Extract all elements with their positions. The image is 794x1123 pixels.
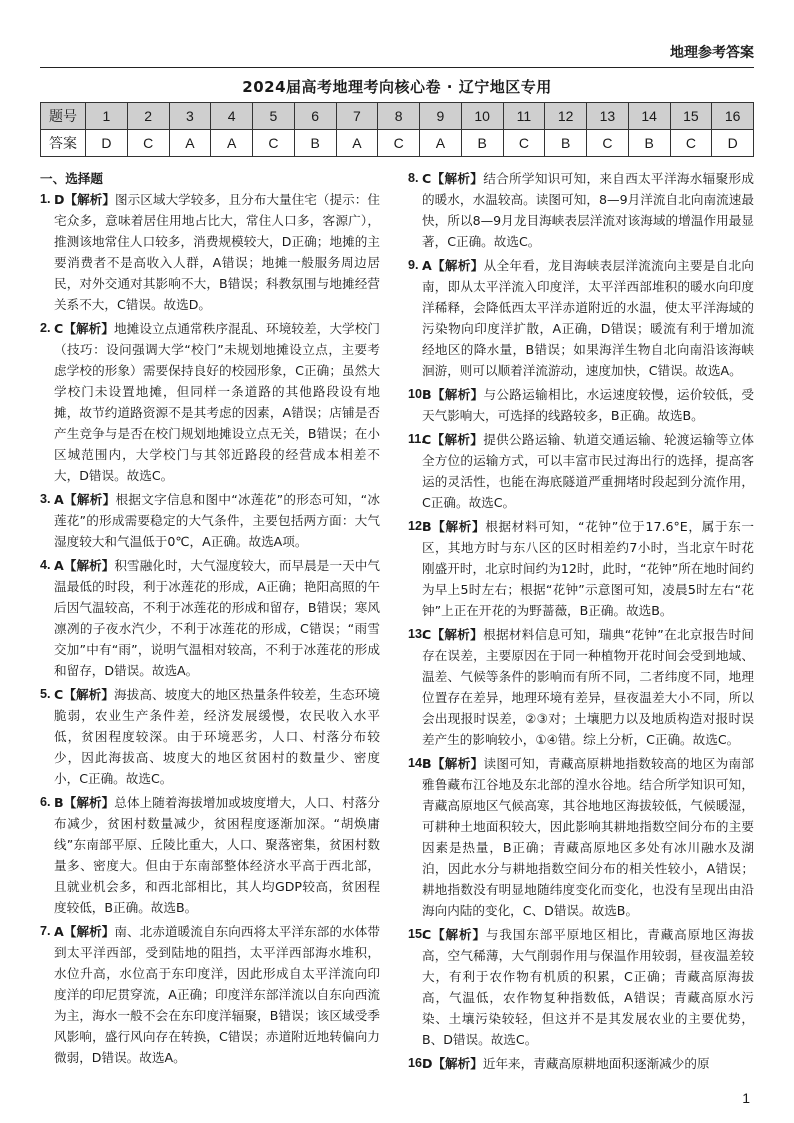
- answer-item: [40, 684, 380, 789]
- item-answer: B【解析】: [54, 795, 115, 810]
- question-number-cell: 6: [294, 103, 336, 130]
- question-number-cell: 7: [336, 103, 378, 130]
- answer-cell: C: [253, 130, 295, 157]
- question-number-cell: 11: [503, 103, 545, 130]
- item-answer: C【解析】: [422, 432, 484, 447]
- item-answer: A【解析】: [54, 492, 116, 507]
- item-explanation: 积雪融化时，大气湿度较大，而早晨是一天中气温最低的时段，利于冰莲花的形成，A正确；艳阳高照的午后因气温较高，不利于冰莲花的形成和留存，B错误；寒风凛冽的子夜水汽少，不利于冰莲花的形成，C错误；“雨雪交加”中有“雨”，说明气温相对较高，不利于冰莲花的形成和留存，D错误。故选A。: [54, 558, 381, 678]
- item-explanation: 图示区域大学较多，且分布大量住宅（提示：住宅众多，意味着居住用地占比大，常住人口多，客源广），推测该地常住人口较多，消费规模较大，D正确；地摊的主要消费者不是高收入人群，A错误；地摊一般服务周边居民，对外交通对其影响不大，B错误；科教氛围与地摊经营关系不大，C错误。故选D。: [54, 192, 380, 312]
- item-number: 1.: [40, 192, 51, 206]
- item-explanation: 与我国东部平原地区相比，青藏高原地区海拔高，空气稀薄，大气削弱作用与保温作用较弱，昼夜温差较大，有利于农作物有机质的积累，C正确；青藏高原海拔高，气温低，农作物复种指数低，A错误；青藏高原水污染、土壤污染较轻，但这并不是其发展农业的主要优势，B、D错误。故选C。: [422, 927, 754, 1047]
- answer-item: [40, 921, 380, 1068]
- question-number-cell: 15: [670, 103, 712, 130]
- answer-label: 答案: [41, 130, 86, 157]
- question-number-cell: 12: [545, 103, 587, 130]
- item-explanation: 南、北赤道暖流自东向西将太平洋东部的水体带到太平洋西部，受到陆地的阻挡，太平洋西部海水堆积，水位升高，水位高于东印度洋，因此形成自太平洋流向印度洋的印尼贯穿流，A正确；印度洋东部洋流以自东向西流为主，海水一般不会在东印度洋辐聚，B错误；该区域受季风影响，盛行风向存在转换，C错误；赤道附近地转偏向力微弱，D错误。故选A。: [54, 924, 381, 1065]
- answer-cell: B: [461, 130, 503, 157]
- answer-item: [40, 792, 380, 918]
- item-answer: C【解析】: [422, 171, 484, 186]
- answer-cell: C: [503, 130, 545, 157]
- answer-cell: D: [86, 130, 128, 157]
- page-number: 1: [742, 1090, 750, 1106]
- answer-item: [40, 189, 380, 315]
- question-number-cell: 3: [169, 103, 211, 130]
- item-number: 12.: [408, 519, 426, 533]
- item-explanation: 根据材料信息可知，瑞典“花钟”在北京报告时间存在误差，主要原因在于同一种植物开花时间会受到地域、温差、气候等条件的影响而有所不同，二者纬度不同，地理位置存在差异，地理环境有差异，昼夜温差大小不同，所以会出现报时误差，②③对；土壤肥力以及地质构造对报时误差产生的影响较小，①④错。综上分析，C正确。故选C。: [422, 627, 754, 747]
- item-number: 8.: [408, 171, 419, 185]
- answer-item: [408, 255, 754, 381]
- item-explanation: 近年来，青藏高原耕地面积逐渐减少的原: [482, 1056, 710, 1071]
- item-number: 15.: [408, 927, 426, 941]
- page-title: 2024届高考地理考向核心卷 · 辽宁地区专用: [242, 78, 552, 96]
- answer-item: [408, 1053, 754, 1074]
- item-explanation: 总体上随着海拔增加或坡度增大，人口、村落分布减少，贫困村数量减少，贫困程度逐渐加深。“胡焕庸线”东南部平原、丘陵比重大，人口、聚落密集，贫困村数量多、密度大。但由于东南部整体经济水平高于西北部，且就业机会多，和西北部相比，其人均GDP较高，贫困程度较低，B正确。故选B。: [54, 795, 381, 915]
- answer-item: [408, 516, 754, 621]
- question-number-cell: 2: [127, 103, 169, 130]
- item-number: 10.: [408, 387, 426, 401]
- question-number-row: [41, 103, 754, 130]
- question-number-cell: 14: [628, 103, 670, 130]
- item-answer: D【解析】: [54, 192, 115, 207]
- item-explanation: 地摊设立点通常秩序混乱、环境较差，大学校门（技巧：设问强调大学“校门”未规划地摊设立点，主要考虑学校的形象）需要保持良好的校园形象，C正确；虽然大学校门未设置地摊，但同样一条道路的其他路段设有地摊，故节约道路资源不是其考虑的因素，A错误；店铺是否产生竞争与是否在校门规划地摊设立点无关，B错误；在小区城范围内，大学校门与其邻近路段的经营成本相差不大，D错误。故选C。: [54, 321, 380, 483]
- answer-item: [408, 168, 754, 252]
- section-heading: 一、选择题: [40, 171, 103, 186]
- item-explanation: 提供公路运输、轨道交通运输、轮渡运输等立体全方位的运输方式，可以丰富市民过海出行的选择，提高客运的灵活性，也能在海底隧道严重拥堵时段起到分流作用，C正确。故选C。: [422, 432, 754, 510]
- item-answer: B【解析】: [422, 387, 484, 402]
- answer-cell: D: [712, 130, 754, 157]
- header-rule: [40, 67, 754, 68]
- answer-cell: B: [628, 130, 670, 157]
- item-answer: C【解析】: [54, 321, 114, 336]
- answer-cell: C: [378, 130, 420, 157]
- item-explanation: 从全年看，龙目海峡表层洋流流向主要是自北向南，即从太平洋流入印度洋，太平洋西部堆积的暖水向印度洋稀释，会降低西太平洋赤道附近的水温，使太平洋海域的污染物向印度洋扩散，A正确，D错误；暖流有利于增加流经地区的降水量，B错误；如果海洋生物自北向南沿该海峡洄游，则可以顺着洋流游动，速度加快，C错误。故选A。: [422, 258, 755, 378]
- question-number-cell: 5: [253, 103, 295, 130]
- item-answer: C【解析】: [422, 927, 486, 942]
- answer-cell: A: [336, 130, 378, 157]
- answer-item: [408, 624, 754, 750]
- answer-cell: A: [211, 130, 253, 157]
- answer-cell: A: [169, 130, 211, 157]
- item-number: 9.: [408, 258, 419, 272]
- answer-table: [40, 102, 754, 157]
- item-number: 3.: [40, 492, 51, 506]
- item-explanation: 海拔高、坡度大的地区热量条件较差，生态环境脆弱，农业生产条件差，经济发展缓慢，农民收入水平低，贫困程度较深。由于环境恶劣，人口、村落分布较少，因此海拔高、坡度大的地区贫困村的数量少、密度小，C正确。故选C。: [54, 687, 380, 786]
- item-answer: A【解析】: [54, 558, 115, 573]
- right-column: [408, 168, 754, 1077]
- item-answer: A【解析】: [54, 924, 115, 939]
- item-number: 7.: [40, 924, 51, 938]
- question-number-cell: 13: [587, 103, 629, 130]
- answer-cell: C: [127, 130, 169, 157]
- item-number: 16.: [408, 1056, 426, 1070]
- item-number: 2.: [40, 321, 51, 335]
- item-number: 13.: [408, 627, 426, 641]
- question-number-cell: 10: [461, 103, 503, 130]
- item-explanation: 结合所学知识可知，来自西太平洋海水辐聚形成的暖水，水温较高。读图可知，8—9月洋流自北向南流速最快，所以8—9月龙目海峡表层洋流对该海域的增温作用最显著，C正确。故选C。: [422, 171, 754, 249]
- item-explanation: 根据材料可知，“花钟”位于17.6°E，属于东一区，其地方时与东八区的区时相差约7小时，当北京午时花刚盛开时，北京时间约为12时，此时，“花钟”所在地时间约为早上5时左右；根据“花钟”示意图可知，凌晨5时左右“花钟”上正在开花的为野蔷薇，B正确。故选B。: [422, 519, 754, 618]
- question-number-cell: 9: [420, 103, 462, 130]
- answer-cell: B: [545, 130, 587, 157]
- item-answer: C【解析】: [422, 627, 484, 642]
- answer-item: [40, 318, 380, 486]
- item-explanation: 根据文字信息和图中“冰莲花”的形态可知，“冰莲花”的形成需要稳定的大气条件，主要包括两方面：大气湿度较大和气温低于0℃，A正确。故选A项。: [54, 492, 381, 549]
- question-number-label: 题号: [41, 103, 86, 130]
- answer-cell: C: [587, 130, 629, 157]
- item-explanation: 读图可知，青藏高原耕地指数较高的地区为南部雅鲁藏布江谷地及东北部的湟水谷地。结合所学知识可知，青藏高原地区气候高寒，其谷地地区海拔较低，气候暖湿，可耕种土地面积较大，因此影响其耕地指数空间分布的主要因素是热量，B正确；青藏高原地区多处有冰川融水及湖泊，因此水分与耕地指数空间分布的相关性较小，A错误；耕地指数没有明显地随纬度变化而变化，也没有呈现出由沿海向内陆的变化，C、D错误。故选B。: [422, 756, 754, 918]
- item-explanation: 与公路运输相比，水运速度较慢，运价较低，受天气影响大，可选择的线路较多，B正确。故选B。: [422, 387, 754, 423]
- answer-item: [40, 555, 380, 681]
- item-number: 5.: [40, 687, 51, 701]
- question-number-cell: 8: [378, 103, 420, 130]
- item-number: 14.: [408, 756, 426, 770]
- left-column: [40, 168, 380, 1071]
- answer-item: [408, 384, 754, 426]
- item-answer: D【解析】: [422, 1056, 483, 1071]
- question-number-cell: 4: [211, 103, 253, 130]
- answer-item: [408, 753, 754, 921]
- header-label: 地理参考答案: [670, 45, 754, 61]
- question-number-cell: 1: [86, 103, 128, 130]
- answer-item: [40, 489, 380, 552]
- answer-row: [41, 130, 754, 157]
- answer-item: [408, 924, 754, 1050]
- answer-item: [408, 429, 754, 513]
- item-answer: B【解析】: [422, 756, 484, 771]
- item-number: 6.: [40, 795, 51, 809]
- item-number: 4.: [40, 558, 51, 572]
- item-answer: A【解析】: [422, 258, 484, 273]
- item-number: 11.: [408, 432, 425, 446]
- item-answer: C【解析】: [54, 687, 114, 702]
- answer-cell: A: [420, 130, 462, 157]
- answer-cell: C: [670, 130, 712, 157]
- item-answer: B【解析】: [422, 519, 486, 534]
- question-number-cell: 16: [712, 103, 754, 130]
- answer-cell: B: [294, 130, 336, 157]
